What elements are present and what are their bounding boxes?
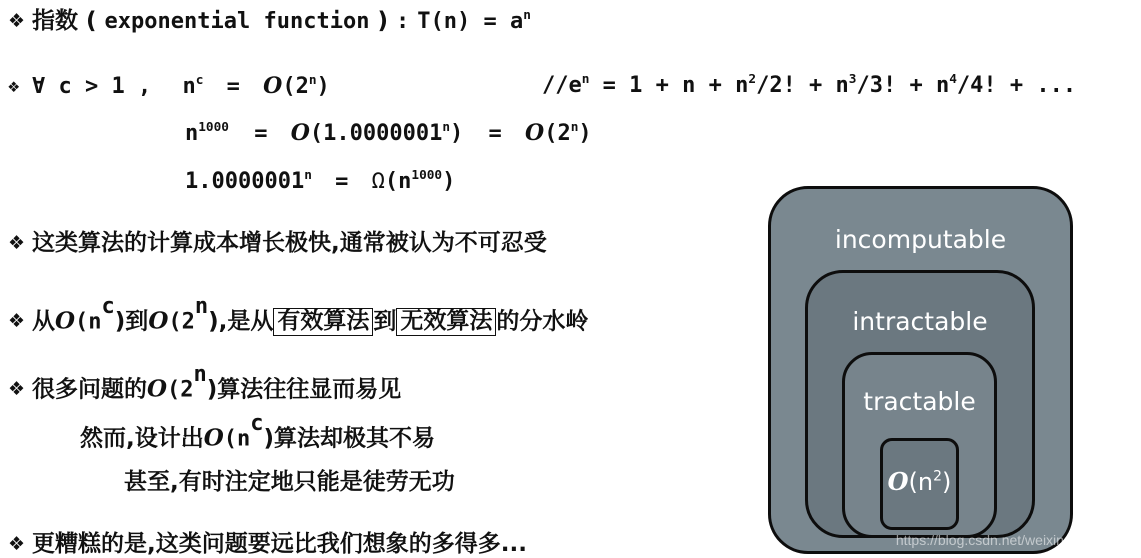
taylor-comment bbox=[542, 72, 1077, 98]
rhs bbox=[282, 74, 329, 99]
lhs: 1.0000001 bbox=[185, 169, 305, 194]
comment-d: /3! + n bbox=[856, 73, 950, 98]
rhs-a: (2 bbox=[282, 74, 309, 99]
line-worse bbox=[8, 533, 527, 556]
incomputable-label: incomputable bbox=[834, 225, 1007, 254]
comment-b: = 1 + n + n bbox=[589, 73, 749, 98]
text-b: (n bbox=[223, 426, 251, 452]
tractable-label: tractable bbox=[863, 387, 976, 416]
boxed-efficient: 有效算法 bbox=[273, 308, 373, 336]
lhs-sup: n bbox=[304, 168, 312, 184]
comment-sup-3: 3 bbox=[848, 72, 857, 88]
term-cn: 指数 bbox=[32, 8, 78, 34]
comment-sup-n: n bbox=[581, 72, 590, 88]
rhs-sup: n bbox=[570, 120, 579, 136]
line-watershed bbox=[8, 294, 589, 336]
nc-sup: c bbox=[195, 73, 204, 89]
sup-c: c bbox=[101, 294, 115, 319]
nc bbox=[182, 74, 203, 99]
nc-base: n bbox=[182, 74, 196, 99]
mid-sup: n bbox=[442, 120, 451, 136]
core-big-o: O bbox=[887, 467, 909, 496]
big-o: O bbox=[147, 375, 168, 403]
bullet-icon: ❖ bbox=[8, 10, 26, 32]
text-a: 然而,设计出 bbox=[80, 425, 204, 452]
text-f: 到 bbox=[373, 308, 397, 335]
rhs-a: (n bbox=[384, 169, 412, 194]
line-omega bbox=[185, 168, 456, 194]
big-o-1: O bbox=[55, 307, 76, 335]
line-hard bbox=[80, 411, 436, 452]
equals-2: = bbox=[488, 121, 502, 146]
line-n1000 bbox=[185, 122, 592, 145]
text-a: 从 bbox=[32, 308, 55, 335]
sup-n: n bbox=[194, 294, 209, 319]
line-text: 甚至,有时注定地只能是徒劳无功 bbox=[124, 469, 455, 495]
rhs-sup: n bbox=[308, 73, 317, 89]
comment-c: /2! + n bbox=[756, 73, 849, 98]
line-cost-growth bbox=[8, 232, 547, 255]
mid-b: ) bbox=[450, 121, 464, 146]
rhs-a: (2 bbox=[544, 121, 571, 146]
sup-n: n bbox=[193, 362, 207, 387]
term-en: exponential function bbox=[104, 9, 370, 34]
comment-e: /4! + ... bbox=[956, 73, 1077, 98]
text-g: 的分水岭 bbox=[496, 308, 589, 335]
core-a: (n bbox=[908, 468, 934, 496]
mid-a: (1.0000001 bbox=[309, 121, 443, 146]
bullet-icon: ❖ bbox=[8, 533, 26, 555]
polynomial-box bbox=[880, 438, 959, 530]
n-base: n bbox=[185, 121, 199, 146]
sup-c: c bbox=[250, 411, 264, 436]
equals: = bbox=[335, 169, 349, 194]
rhs-b: ) bbox=[442, 169, 456, 194]
rhs-b: ) bbox=[578, 121, 592, 146]
text-c: )算法往往显而易见 bbox=[206, 376, 402, 403]
forall-symbol: ∀ bbox=[32, 74, 46, 99]
text-c: )算法却极其不易 bbox=[263, 425, 436, 452]
condition: c > 1 , bbox=[58, 74, 152, 99]
formula-sup: n bbox=[523, 8, 531, 24]
intractable-label: intractable bbox=[852, 307, 988, 336]
core-b: ) bbox=[941, 468, 952, 496]
omega-symbol: Ω bbox=[371, 169, 385, 194]
equals-1: = bbox=[254, 121, 268, 146]
big-o-1: O bbox=[290, 120, 310, 146]
line-futile bbox=[124, 471, 455, 494]
paren-open: ( bbox=[86, 8, 97, 34]
line-exponential-definition bbox=[8, 10, 531, 33]
big-o: O bbox=[263, 73, 283, 99]
bullet-icon: ❖ bbox=[8, 378, 26, 401]
comment-sup-2: 2 bbox=[748, 72, 757, 88]
text-d: (2 bbox=[168, 309, 195, 335]
bullet-icon: ❖ bbox=[8, 232, 26, 254]
big-o-2: O bbox=[148, 307, 169, 335]
rhs-sup: 1000 bbox=[411, 168, 443, 184]
text-e: ),是从 bbox=[208, 308, 274, 335]
comment-a: //e bbox=[542, 73, 582, 98]
polynomial-label bbox=[883, 467, 956, 496]
comment-sup-4: 4 bbox=[949, 72, 957, 88]
equals: = bbox=[226, 74, 240, 99]
formula-text: T(n) = a bbox=[417, 9, 524, 34]
text-a: 很多问题的 bbox=[32, 376, 147, 403]
text-c: )到 bbox=[114, 308, 149, 335]
rhs-b: ) bbox=[316, 74, 330, 99]
colon: : bbox=[396, 9, 410, 34]
line-text: 更糟糕的是,这类问题要远比我们想象的多得多... bbox=[32, 531, 527, 557]
line-text: 这类算法的计算成本增长极快,通常被认为不可忍受 bbox=[32, 230, 547, 256]
big-o: O bbox=[203, 424, 224, 452]
core-sup: 2 bbox=[933, 468, 942, 485]
n-sup: 1000 bbox=[198, 120, 229, 136]
line-forall bbox=[8, 75, 330, 98]
text-b: (n bbox=[75, 309, 102, 335]
bullet-icon: ❖ bbox=[8, 310, 26, 333]
bullet-icon: ❖ bbox=[8, 75, 20, 97]
formula bbox=[417, 9, 531, 34]
boxed-inefficient: 无效算法 bbox=[396, 308, 496, 336]
watermark: https://blog.csdn.net/weixin_42311712 bbox=[895, 532, 1133, 548]
paren-close: ) bbox=[377, 8, 388, 34]
text-b: (2 bbox=[167, 377, 194, 403]
line-obvious bbox=[8, 362, 402, 403]
big-o-2: O bbox=[525, 120, 545, 146]
